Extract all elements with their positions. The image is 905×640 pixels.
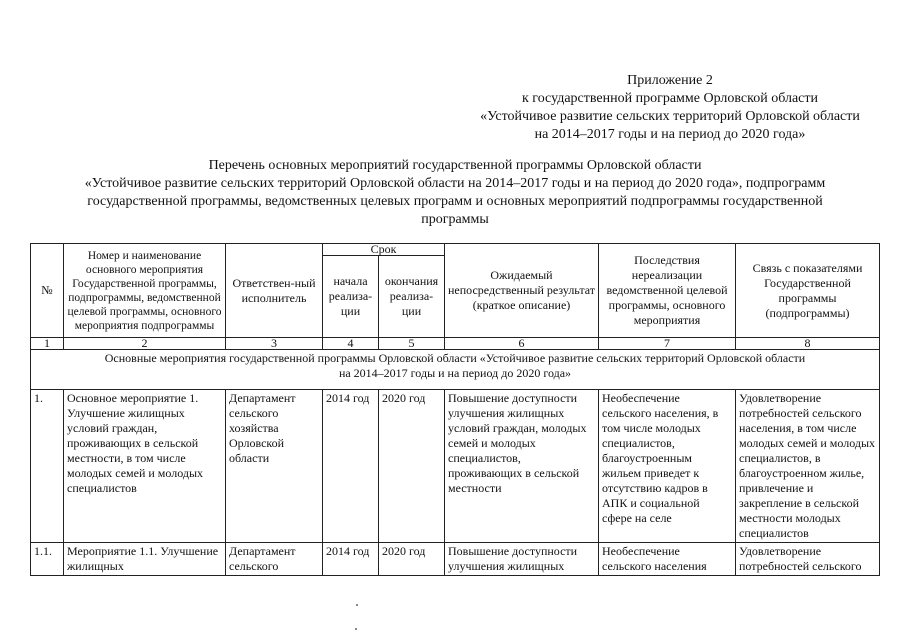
appendix-heading (440, 72, 900, 144)
header-no: № (31, 244, 64, 338)
cell-consequences: Необеспечение сельского населения, в том числе молодых специалистов, благоустроенным жильем приведет к отсутствию кадров в АПК и социальной сфере на селе (599, 390, 736, 543)
header-result: Ожидаемый непосредственный результат (краткое описание) (445, 244, 599, 338)
section-line-2: на 2014–2017 годы и на период до 2020 года» (338, 366, 572, 380)
scan-speck (355, 628, 357, 630)
cell-end: 2020 год (379, 390, 445, 543)
cell-name: Основное мероприятие 1. Улучшение жилищных условий граждан, проживающих в сельской местности, в том числе молодых семей и молодых специалистов (64, 390, 226, 543)
column-number: 6 (445, 338, 599, 350)
appendix-line-2: к государственной программе Орловской области (522, 91, 818, 106)
cell-start: 2014 год (323, 390, 379, 543)
column-number: 8 (736, 338, 880, 350)
header-end: окончания реализа-ции (379, 256, 445, 338)
document-title (40, 157, 870, 229)
cell-result: Повышение доступности улучшения жилищных условий граждан, молодых семей и молодых специалистов, проживающих в сельской местности (445, 390, 599, 543)
header-term: Срок (323, 244, 445, 256)
title-line-1: Перечень основных мероприятий государственной программы Орловской области (208, 158, 702, 173)
column-numbers-row (31, 338, 880, 350)
measures-table (30, 243, 880, 576)
appendix-line-1: Приложение 2 (627, 73, 713, 88)
cell-no: 1.1. (31, 543, 64, 576)
cell-executor: Департамент сельского (226, 543, 323, 576)
cell-end: 2020 год (379, 543, 445, 576)
column-number: 7 (599, 338, 736, 350)
cell-name: Мероприятие 1.1. Улучшение жилищных (64, 543, 226, 576)
header-executor: Ответствен-ный исполнитель (226, 244, 323, 338)
cell-link: Удовлетворение потребностей сельского населения, в том числе молодых семей и молодых специалистов, в благоустроенном жилье, привлечение и закрепление в сельской местности молодых специалистов (736, 390, 880, 543)
table-row (31, 390, 880, 543)
column-number: 3 (226, 338, 323, 350)
column-number: 1 (31, 338, 64, 350)
section-heading (31, 350, 880, 390)
header-name: Номер и наименование основного мероприятия Государственной программы, подпрограммы, ведомственной целевой программы, основного мероприятия подпрограммы (64, 244, 226, 338)
header-start: начала реализа-ции (323, 256, 379, 338)
header-link: Связь с показателями Государственной программы (подпрограммы) (736, 244, 880, 338)
appendix-line-3: «Устойчивое развитие сельских территорий Орловской области (480, 109, 860, 124)
section-row (31, 350, 880, 390)
table-row (31, 543, 880, 576)
scan-speck (356, 604, 358, 606)
appendix-line-4: на 2014–2017 годы и на период до 2020 года» (534, 127, 806, 142)
title-line-2: «Устойчивое развитие сельских территорий Орловской области на 2014–2017 годы и на период до 2020 года», подпрограмм (84, 176, 826, 191)
measures-table-wrap (30, 243, 880, 576)
column-number: 5 (379, 338, 445, 350)
cell-executor: Департамент сельского хозяйства Орловской области (226, 390, 323, 543)
header-row-1 (31, 244, 880, 256)
cell-result: Повышение доступности улучшения жилищных (445, 543, 599, 576)
title-line-4: программы (421, 212, 489, 227)
section-line-1: Основные мероприятия государственной программы Орловской области «Устойчивое развитие сельских территорий Орловской области (104, 351, 806, 365)
column-number: 2 (64, 338, 226, 350)
column-number: 4 (323, 338, 379, 350)
title-line-3: государственной программы, ведомственных целевых программ и основных мероприятий подпрограммы государственной (87, 194, 823, 209)
cell-no: 1. (31, 390, 64, 543)
cell-consequences: Необеспечение сельского населения (599, 543, 736, 576)
cell-link: Удовлетворение потребностей сельского (736, 543, 880, 576)
header-consequences: Последствия нереализации ведомственной целевой программы, основного мероприятия (599, 244, 736, 338)
cell-start: 2014 год (323, 543, 379, 576)
